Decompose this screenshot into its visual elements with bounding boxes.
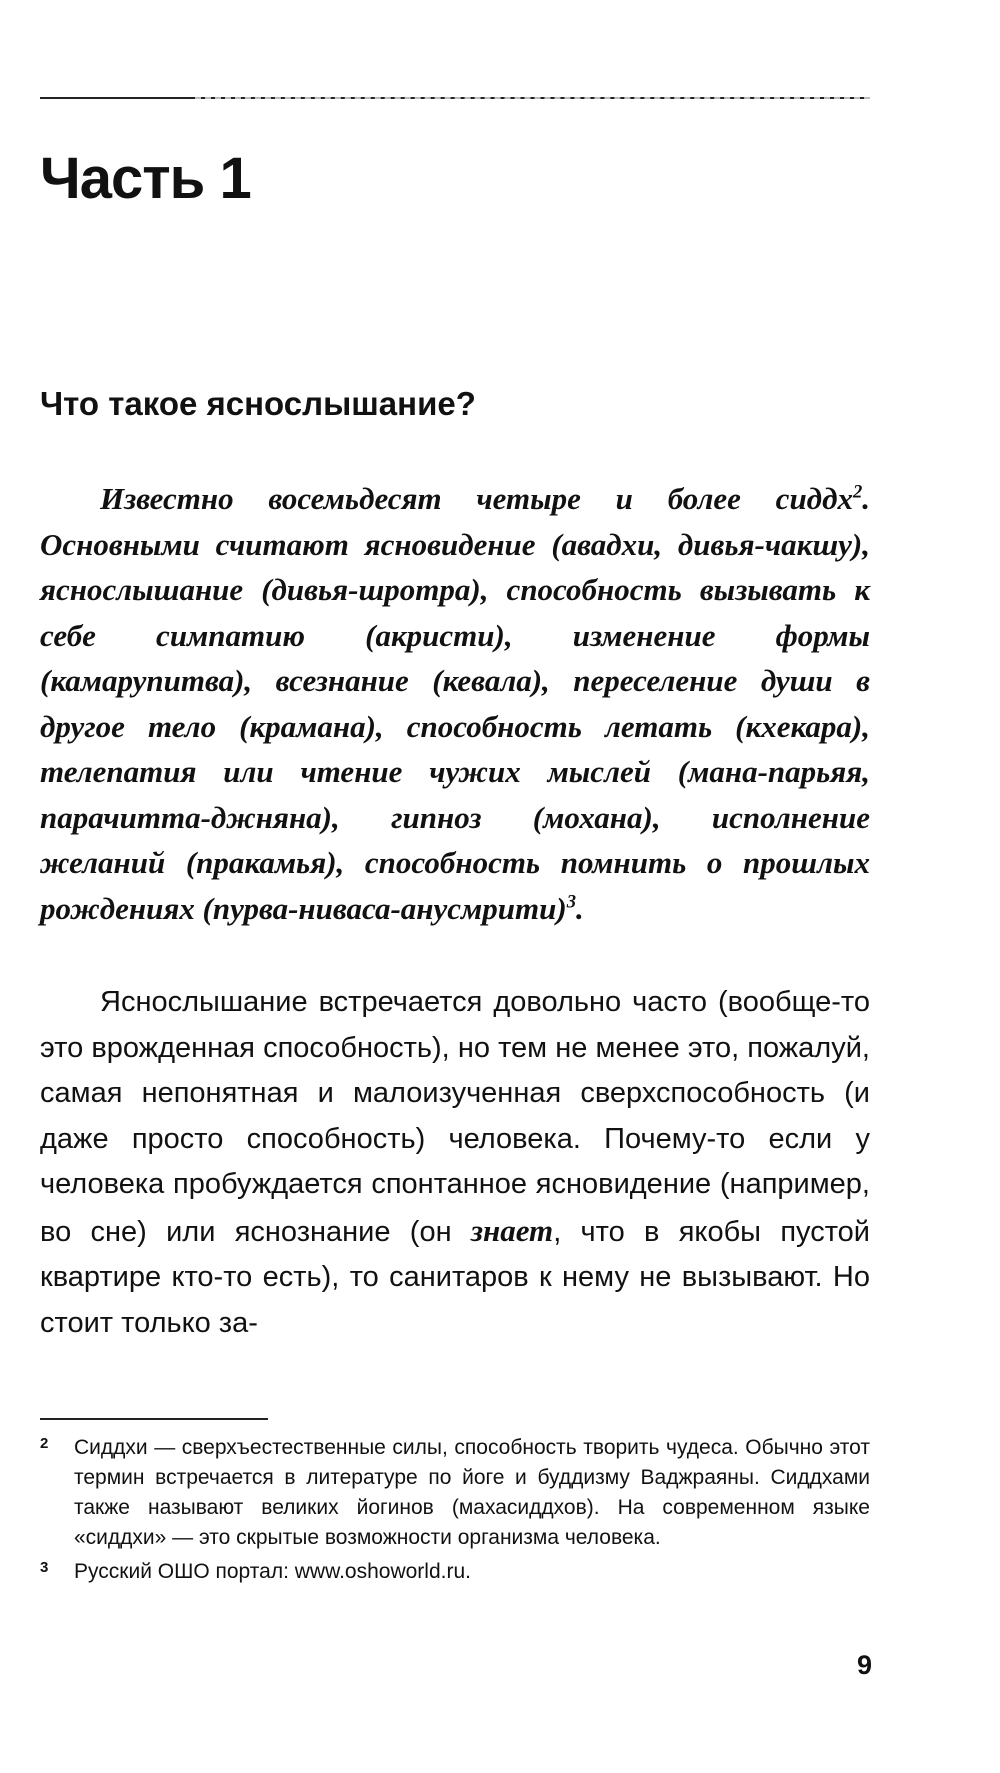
- header-rule-faded: [195, 97, 870, 99]
- body-text-start: Яснослышание встречается довольно часто (вообще-то это врожденная способность), но тем не менее это, пожалуй, самая непонятная и малоизученная сверхспособность (и даже просто способность) человека. Почему-то если у человека пробуждается спонтанное ясновидение (например, во сне) или яснознание (он: [40, 986, 870, 1248]
- footnote-ref-2[interactable]: 2: [852, 481, 863, 503]
- footnotes: [40, 1433, 870, 1591]
- body-emphasis: знает: [470, 1212, 554, 1248]
- intro-paragraph: [40, 476, 870, 931]
- body-paragraph: [40, 980, 870, 1346]
- footnote-number: 3: [40, 1559, 49, 1576]
- intro-text-end: .: [575, 890, 584, 926]
- footnote-ref-3[interactable]: 3: [566, 891, 576, 913]
- intro-text-start: Известно восемьдесят четыре и более сиддх: [100, 481, 853, 516]
- footnote-item: [40, 1557, 870, 1587]
- footnote-separator: [40, 1418, 268, 1420]
- footnote-text: Сиддхи — сверхъестественные силы, способность творить чудеса. Обычно этот термин встречается в литературе по йоге и буддизму Ваджраяны. Сиддхами также называют великих йогинов (махасиддхов). На современном языке «сиддхи» — это скрытые возможности организма человека.: [74, 1436, 870, 1549]
- footnote-text: Русский ОШО портал: www.oshoworld.ru.: [74, 1560, 471, 1583]
- intro-text-middle: . Основными считают ясновидение (авадхи, дивья-чакшу), яснослышание (дивья-шротра), способность вызывать к себе симпатию (акристи), изменение формы (камарупитва), всезнание (кевала), переселение души в другое тело (крамана), способность летать (кхекара), телепатия или чтение чужих мыслей (мана-парьяя, парачитта-джняна), гипноз (мохана), исполнение желаний (пракамья), способность помнить о прошлых рождениях (пурва-ниваса-анусмрити): [40, 481, 870, 926]
- part-title: Часть 1: [40, 146, 251, 211]
- section-title: Что такое яснослышание?: [40, 385, 476, 422]
- footnote-number: 2: [40, 1435, 49, 1452]
- footnote-item: [40, 1433, 870, 1553]
- body-text-end: , что в якобы пустой квартире кто-то есть), то санитаров к нему не вызывают. Но стоит только за-: [40, 1215, 870, 1339]
- page-number: 9: [856, 1650, 872, 1680]
